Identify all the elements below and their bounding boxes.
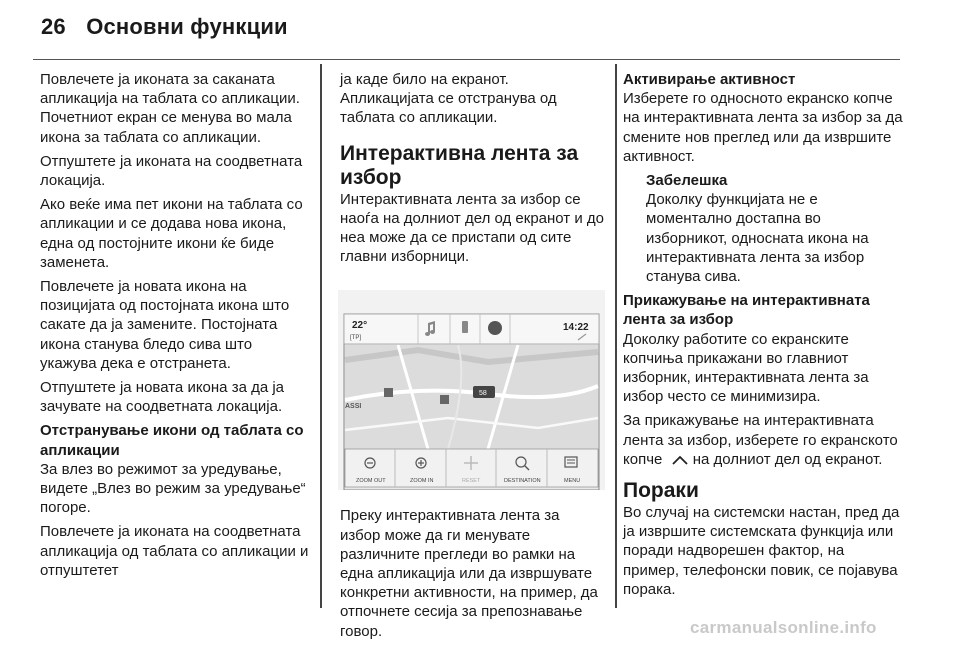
note-text: Доколку функцијата не е моментално достапна во изборникот, односната икона на интерактивната лента за избор станува сива.	[646, 191, 869, 286]
navigation-app-icon	[488, 321, 502, 335]
chevron-up-icon	[671, 454, 689, 466]
column-separator-1	[320, 64, 322, 608]
zoom-in-label: ZOOM IN	[410, 478, 434, 485]
paragraph: Преку интерактивната лента за избор може да ги менувате различните прегледи во рамки на една апликација или да извршувате конкретни активности, на пример, да отпочнете сесија за препознавање говор.	[340, 507, 598, 640]
paragraph: Во случај на системски настан, пред да ја извршите системската функција или поради надворешен фактор, на пример, телефонски повик, се појавува порака.	[623, 504, 900, 598]
paragraph: Повлечете ја иконата за саканата апликација на таблата со апликации. Почетниот екран се менува во мала икона за таблата со апликации.	[40, 71, 300, 146]
column-1	[40, 70, 312, 585]
paragraph: Повлечете ја новата икона на позицијата од постојната икона што сакате да ја замените. Постојната икона станува бледо сива што укажува дека е отстранета.	[40, 278, 290, 372]
note-title: Забелешка	[646, 172, 728, 190]
temperature-readout: 22°	[352, 320, 368, 332]
menu-label: MENU	[564, 478, 581, 485]
road-number-label: 58	[479, 390, 487, 398]
paragraph: Отпуштете ја новата икона за да ја зачувате на соодветната локација.	[40, 379, 285, 416]
phone-icon	[462, 321, 468, 333]
infotainment-screen-figure	[338, 290, 605, 490]
reset-label: RESET	[462, 478, 481, 485]
page-title: Основни функции	[86, 14, 288, 39]
paragraph	[623, 411, 903, 469]
paragraph-text: на долниот дел од екранот.	[692, 450, 883, 468]
column-2	[340, 70, 604, 646]
zoom-out-label: ZOOM OUT	[356, 478, 386, 485]
paragraph-text: За прикажување на интерактивната лента за избор, изберете го екранското копче	[623, 412, 898, 468]
page-number: 26	[41, 14, 66, 39]
tp-indicator: [TP]	[350, 335, 362, 342]
paragraph: За влез во режимот за уредување, видете „Влез во режим за уредување“ погоре.	[40, 460, 306, 517]
note-block	[646, 171, 903, 286]
paragraph: ја каде било на екранот. Апликацијата се отстранува од таблата со апликации.	[340, 71, 557, 127]
section-heading-remove-icons: Отстранување икони од таблата со апликации	[40, 422, 304, 459]
column-separator-2	[615, 64, 617, 608]
column-3	[623, 70, 903, 604]
clock-readout: 14:22	[563, 322, 589, 334]
paragraph: Изберете го односното екранско копче на интерактивната лента за избор за да смените нов преглед или да извршите активност.	[623, 90, 903, 165]
page-header	[41, 14, 288, 40]
paragraph: Ако веќе има пет икони на таблата со апликации и се додава нова икона, една од постојните икони ќе биде заменета.	[40, 196, 303, 271]
watermark: carmanualsonline.info	[690, 618, 877, 637]
section-heading-interactive-bar: Интерактивна лента за избор	[340, 141, 579, 189]
paragraph: Отпуштете ја иконата на соодветната локација.	[40, 152, 303, 190]
section-heading-show-bar: Прикажување на интерактивната лента за избор	[623, 292, 870, 329]
section-heading-messages: Пораки	[623, 479, 699, 503]
paragraph: Доколку работите со екранските копчиња прикажани во главниот изборник, интерактивната лента за избор често се минимизира.	[623, 330, 869, 406]
map-place-label: ASSI	[345, 403, 362, 411]
paragraph: Интерактивната лента за избор се наоѓа на долниот дел од екранот и до неа може да се пристапи од сите главни изборници.	[340, 190, 604, 266]
destination-label: DESTINATION	[504, 478, 541, 485]
poi-marker	[384, 388, 393, 397]
poi-marker	[440, 395, 449, 404]
paragraph: Повлечете ја иконата на соодветната апликација од таблата со апликации и отпуштетет	[40, 523, 309, 579]
header-rule	[33, 59, 900, 60]
section-heading-activate: Активирање активност	[623, 71, 796, 88]
